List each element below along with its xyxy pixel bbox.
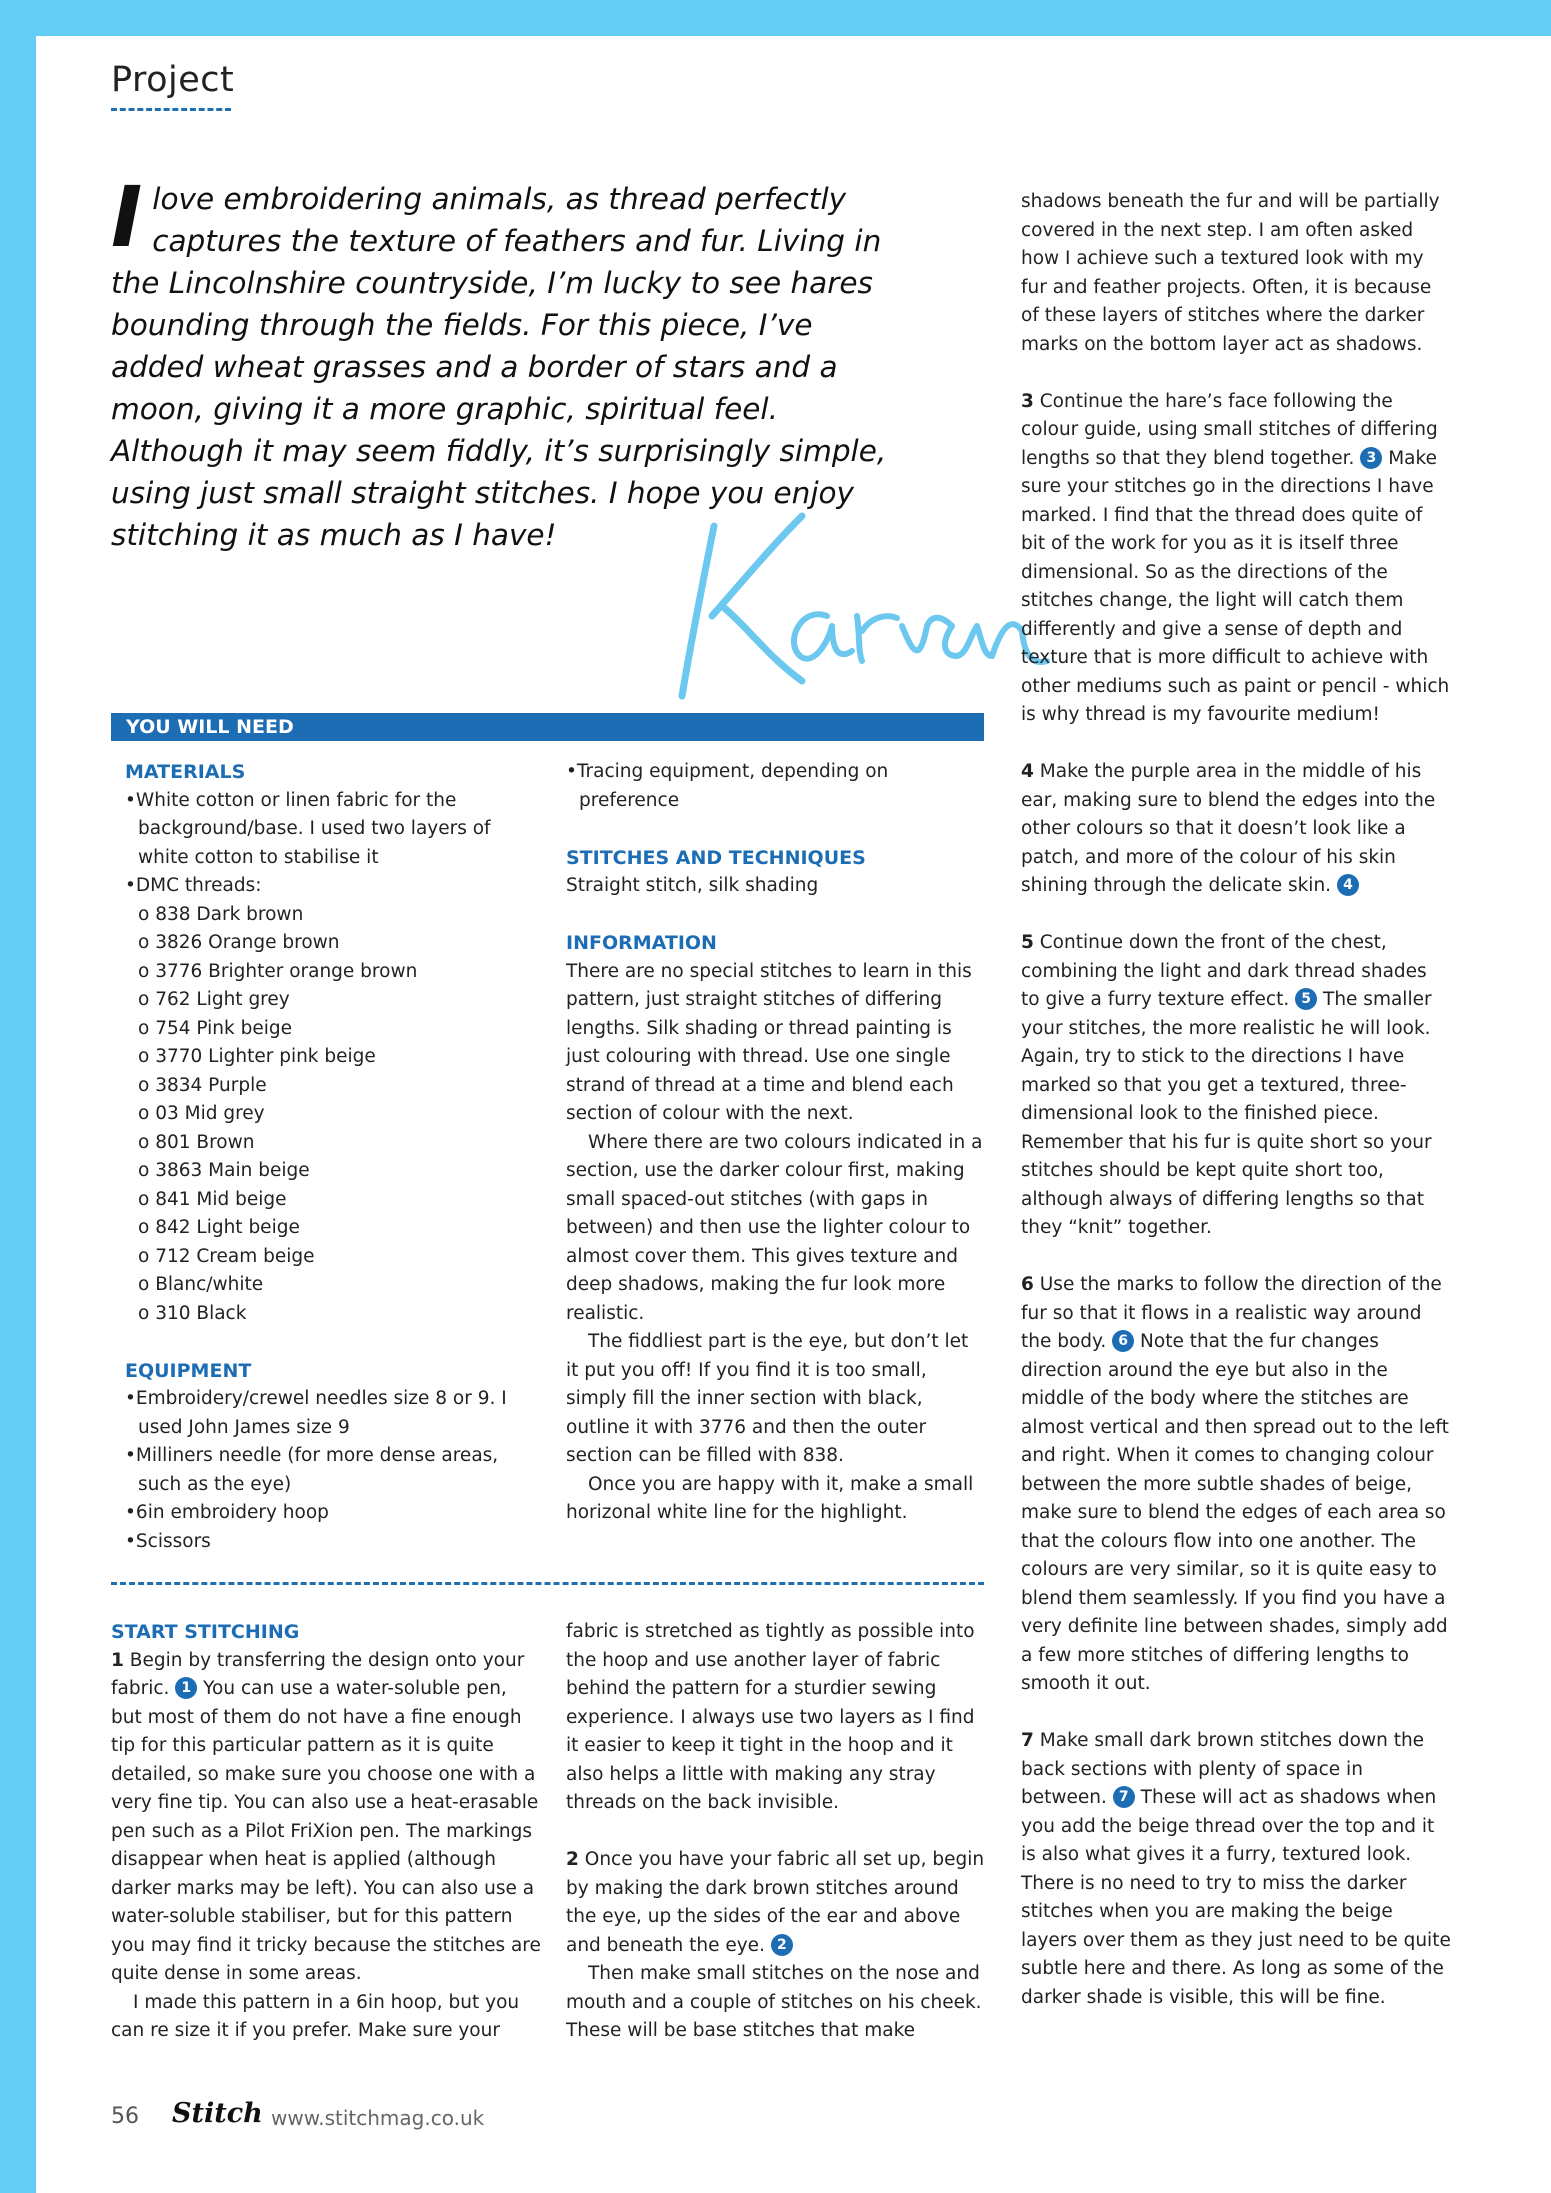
step-text: Note that the fur changes direction around the eye but also in the middle of the body where the stitches are almost vertical and then spread out to the left and right. When it comes to changing colour between the more subtle shades of beige, make sure to blend the edges of each area so that the colours flow into one another. The colours are very similar, so it is quite easy to blend them seamlessly. If you find you have a very definite line between shades, simply add a few more stitches of differing lengths to smooth it out. [1021, 1331, 1449, 1694]
step-7 [1021, 1727, 1451, 2012]
information-heading: INFORMATION [566, 932, 717, 954]
step-badge: 6 [1112, 1330, 1134, 1352]
thread-item: o 3834 Purple [138, 1074, 267, 1096]
you-will-need-bar: YOU WILL NEED [111, 713, 984, 741]
thread-item: o 3863 Main beige [138, 1160, 310, 1181]
step-text: Continue the hare’s face following the colour guide, using small stitches of differing lengths so that they blend together. [1021, 390, 1438, 469]
section-label: Project [111, 60, 235, 100]
thread-item: o 842 Light beige [138, 1217, 300, 1238]
step-text: Make small dark brown stitches down the back sections with plenty of space in between. [1021, 1730, 1425, 1808]
website-url: www.stitchmag.co.uk [271, 2106, 485, 2130]
materials-heading: MATERIALS [125, 761, 246, 783]
equipment-item: • Milliners needle (for more dense areas, such as the eye) [125, 1442, 545, 1499]
step-3 [1021, 388, 1451, 730]
equipment-item: • 6in embroidery hoop [125, 1499, 545, 1528]
step-2 [566, 1846, 986, 1960]
step-badge: 1 [175, 1677, 197, 1699]
step-text: Continue down the front of the chest, combining the light and dark thread shades to give a furry texture effect. [1021, 932, 1427, 1010]
step-text: Begin by transferring the design onto your fabric. [111, 1649, 525, 1699]
thread-item: o 841 Mid beige [138, 1188, 287, 1210]
step-number: 5 [1021, 932, 1034, 953]
step-5 [1021, 929, 1451, 1243]
thread-item: o 3770 Lighter pink beige [138, 1046, 376, 1067]
material-threads-label: • DMC threads: [125, 872, 545, 901]
info-column [566, 758, 986, 1528]
step-badge: 2 [771, 1934, 793, 1956]
step-2-cont: Then make small stitches on the nose and mouth and a couple of stitches on his cheek. These will be base stitches that make [566, 1963, 982, 2041]
thread-item: o 3776 Brighter orange brown [138, 960, 418, 982]
dashed-divider [111, 1582, 984, 1585]
step-text: The smaller your stitches, the more realistic he will look. Again, try to stick to the directions I have marked so that you get a textured, three-dimensional look to the finished piece. Remember that his fur is quite short so your stitches should be kept quite short too, although always of differing lengths so that they “knit” together. [1021, 989, 1432, 1238]
stitches-heading: STITCHES AND TECHNIQUES [566, 846, 866, 869]
step-4 [1021, 758, 1451, 901]
step-badge: 5 [1295, 988, 1317, 1010]
step-text: These will act as shadows when you add the beige thread over the top and it is also what gives it a furry, textured look. There is no need to try to miss the darker stitches when you are making the beige layers over them as they just need to be quite subtle here and there. As long as some of the darker shade is visible, this will be fine. [1021, 1787, 1451, 2008]
step-number: 7 [1021, 1730, 1034, 1751]
step-text: You can use a water-soluble pen, but most of them do not have a fine enough tip for this particular pattern as it is quite detailed, so make sure you choose one with a very fine tip. You can also use a heat-erasable pen such as a Pilot FriXion pen. The markings disappear when heat is applied (although darker marks may be left). You can also use a water-soluble stabiliser, but for this pattern you may find it tricky because the stitches are quite dense in some areas. [111, 1678, 541, 1984]
information-p1: There are no special stitches to learn in this pattern, just straight stitches of differing lengths. Silk shading or thread painting is just colouring with thread. Use one single strand of thread at a time and blend each section of colour with the next. [566, 960, 972, 1124]
step-badge: 3 [1360, 447, 1382, 469]
step-badge: 4 [1337, 874, 1359, 896]
step-badge: 7 [1113, 1786, 1135, 1808]
thread-item: o 754 Pink beige [138, 1017, 292, 1039]
intro-text: love embroidering animals, as thread perfectly captures the texture of feathers and fur. Living in the Lincolnshire countryside, I’m lucky to see hares bounding through the fields. For this piece, I’ve added wheat grasses and a border of stars and a moon, giving it a more graphic, spiritual feel. Although it may seem fiddly, it’s surprisingly simple, using just small straight stitches. I hope you enjoy stitching it as much as I have! [111, 182, 887, 552]
step-text: Use the marks to follow the direction of the fur so that it flows in a realistic way around the body. [1021, 1274, 1442, 1352]
thread-item: o 712 Cream beige [138, 1245, 315, 1267]
thread-item: o 03 Mid grey [138, 1103, 265, 1124]
step-6 [1021, 1271, 1451, 1699]
material-fabric: • White cotton or linen fabric for the background/base. I used two layers of white cotton to stabilise it [125, 787, 545, 873]
thread-item: o 801 Brown [138, 1131, 255, 1153]
equipment-heading: EQUIPMENT [125, 1359, 252, 1382]
step-text: Make the purple area in the middle of his ear, making sure to blend the edges into the other colours so that it doesn’t look like a patch, and more of the colour of his skin shining through the delicate skin. [1021, 761, 1436, 896]
information-p3: The fiddliest part is the eye, but don’t let it put you off! If you find it is too small, simply fill the inner section with black, outline it with 3776 and then the outer section can be filled with 838. [566, 1331, 969, 1466]
karen-signature [652, 466, 1052, 726]
brand-logo: Stitch [172, 2098, 263, 2129]
thread-list [125, 901, 545, 1329]
thread-item: o 762 Light grey [138, 989, 290, 1010]
thread-item: o Blanc/white [138, 1274, 264, 1295]
step-number: 3 [1021, 390, 1034, 412]
step-number: 6 [1021, 1274, 1034, 1295]
step-1 [111, 1647, 543, 1989]
start-column-middle [566, 1618, 986, 2046]
materials-column [125, 758, 545, 1556]
step-text: Make sure your stitches go in the directions I have marked. I find that the thread does quite of bit of the work for you as it is itself three dimensional. So as the directions of the stitches change, the light will catch them differently and give a sense of depth and texture that is more difficult to achieve with other mediums such as paint or pencil - which is why thread is my favourite medium! [1021, 447, 1450, 725]
step-text: Once you have your fabric all set up, begin by making the dark brown stitches around the eye, up the sides of the ear and above and beneath the eye. [566, 1849, 985, 1956]
step-number: 4 [1021, 761, 1034, 782]
thread-item: o 3826 Orange brown [138, 932, 340, 953]
step-number: 2 [566, 1849, 579, 1870]
information-p4: Once you are happy with it, make a small horizonal white line for the highlight. [566, 1473, 974, 1523]
stitches-text: Straight stitch, silk shading [566, 875, 819, 896]
right-column [1021, 188, 1451, 2012]
equipment-item: • Scissors [125, 1528, 545, 1557]
start-heading: START STITCHING [111, 1621, 300, 1643]
page-number: 56 [111, 2104, 139, 2129]
step-2-end: shadows beneath the fur and will be partially covered in the next step. I am often asked how I achieve such a textured look with my fur and feather projects. Often, it is because of these layers of stitches where the darker marks on the bottom layer act as shadows. [1021, 191, 1440, 355]
section-underline [111, 108, 231, 111]
thread-item: o 838 Dark brown [138, 903, 304, 925]
equipment-item: • Embroidery/crewel needles size 8 or 9. I used John James size 9 [125, 1385, 545, 1442]
step-number: 1 [111, 1649, 124, 1671]
thread-item: o 310 Black [138, 1302, 247, 1324]
magazine-page [36, 36, 1551, 2193]
equipment-list [125, 1385, 545, 1556]
information-p2: Where there are two colours indicated in a section, use the darker colour first, making small spaced-out stitches (with gaps in between) and then use the lighter colour to almost cover them. This gives texture and deep shadows, making the fur look more realistic. [566, 1131, 983, 1324]
step-1-cont: I made this pattern in a 6in hoop, but you can re size it if you prefer. Make sure your [111, 1991, 520, 2041]
start-column-left [111, 1618, 543, 2046]
step-1-end: fabric is stretched as tightly as possible into the hoop and use another layer of fabric behind the pattern for a sturdier sewing experience. I always use two layers as I find it easier to keep it tight in the hoop and it also helps a little with making any stray threads on the back invisible. [566, 1621, 975, 1813]
intro-dropcap: I [111, 168, 143, 266]
tracing-item: • Tracing equipment, depending on preference [566, 758, 986, 815]
